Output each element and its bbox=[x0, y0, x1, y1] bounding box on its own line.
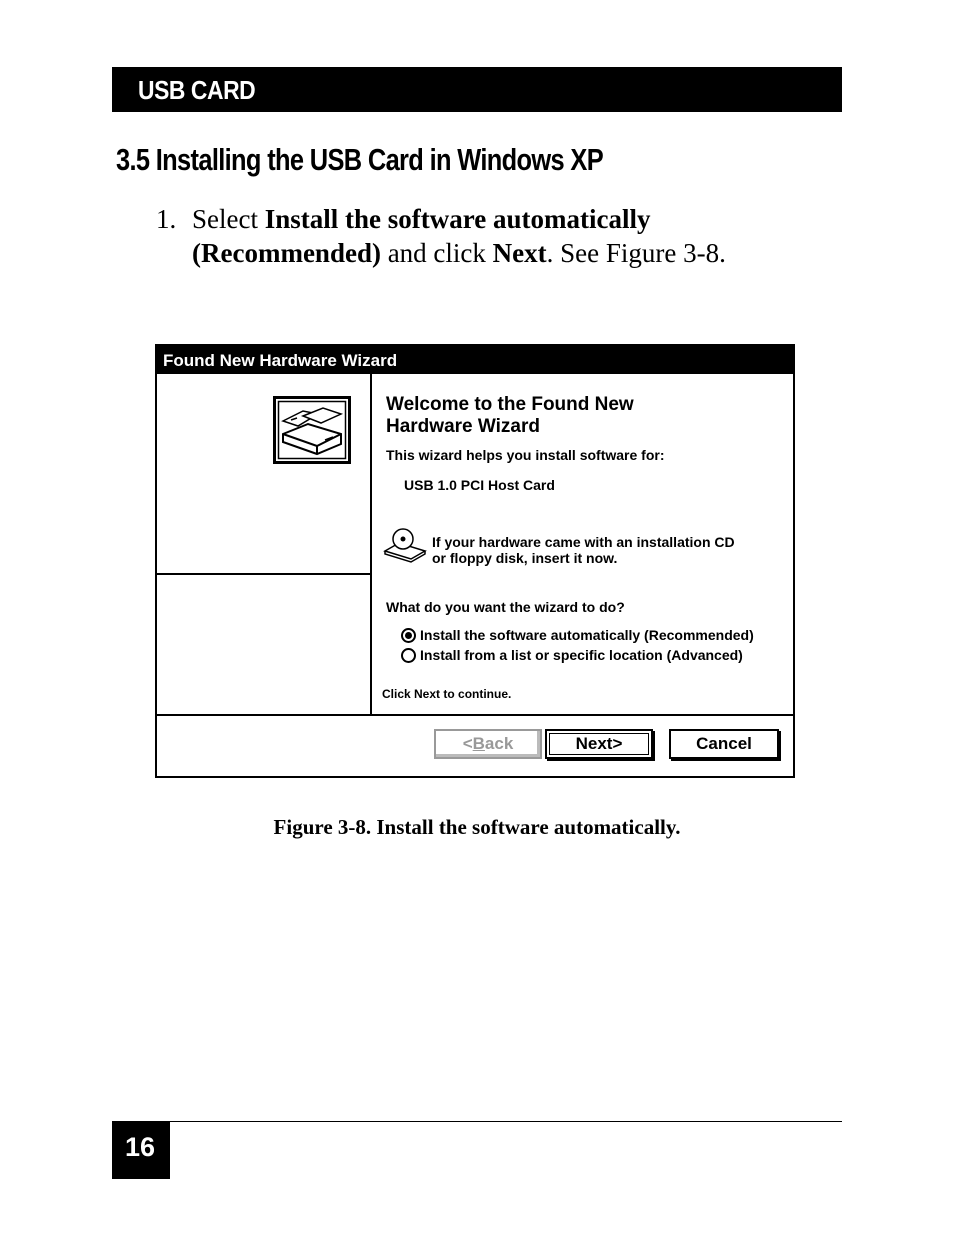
step-lead: Select bbox=[192, 204, 265, 234]
footer-rule bbox=[112, 1121, 842, 1122]
button-area-divider bbox=[157, 714, 793, 716]
hardware-icon bbox=[273, 396, 351, 464]
back-hotkey: B bbox=[472, 734, 485, 753]
running-header bbox=[112, 67, 842, 112]
next-button[interactable]: Next> bbox=[545, 729, 653, 759]
cancel-button[interactable]: Cancel bbox=[669, 729, 779, 759]
page-number: 16 bbox=[125, 1132, 156, 1162]
radio-selected[interactable] bbox=[401, 628, 416, 643]
welcome-title: Welcome to the Found New Hardware Wizard bbox=[386, 394, 634, 437]
running-header-title: USB CARD bbox=[138, 75, 256, 105]
option-install-automatically[interactable] bbox=[401, 627, 754, 643]
page-number-box bbox=[112, 1121, 170, 1179]
left-pane-divider bbox=[157, 573, 370, 575]
figure-caption: Figure 3-8. Install the software automatically. bbox=[273, 815, 681, 839]
dialog-title: Found New Hardware Wizard bbox=[163, 351, 398, 370]
device-name: USB 1.0 PCI Host Card bbox=[404, 477, 555, 493]
step-text bbox=[192, 202, 842, 270]
dialog-titlebar bbox=[157, 346, 793, 374]
back-rest: ack bbox=[484, 734, 514, 753]
step-bold-next: Next bbox=[492, 238, 547, 268]
radio-unselected[interactable] bbox=[401, 648, 416, 663]
step-tail: . See Figure 3-8. bbox=[546, 238, 726, 268]
cd-line-2: or floppy disk, insert it now. bbox=[432, 550, 618, 566]
option-manual-label: Install from a list or specific location (Advanced) bbox=[420, 647, 743, 663]
option-auto-label: Install the software automatically (Recommended) bbox=[420, 627, 754, 643]
step-mid: and click bbox=[380, 238, 493, 268]
back-button[interactable] bbox=[434, 729, 542, 759]
continue-hint: Click Next to continue. bbox=[382, 687, 512, 701]
helps-text: This wizard helps you install software for: bbox=[386, 447, 665, 463]
cd-line-1: If your hardware came with an installation CD bbox=[432, 534, 735, 550]
step-number: 1. bbox=[156, 204, 177, 234]
welcome-heading bbox=[386, 394, 686, 438]
left-pane bbox=[157, 374, 372, 714]
wizard-question: What do you want the wizard to do? bbox=[386, 599, 625, 615]
step-bold-option: Install the software automatically (Recommended) bbox=[192, 204, 651, 268]
option-install-from-list[interactable] bbox=[401, 647, 743, 663]
cd-icon bbox=[383, 527, 427, 563]
cd-instructions bbox=[432, 534, 735, 566]
section-title: 3.5 Installing the USB Card in Windows XP bbox=[116, 142, 604, 177]
back-prefix: < bbox=[462, 734, 473, 753]
wizard-dialog bbox=[155, 344, 795, 778]
